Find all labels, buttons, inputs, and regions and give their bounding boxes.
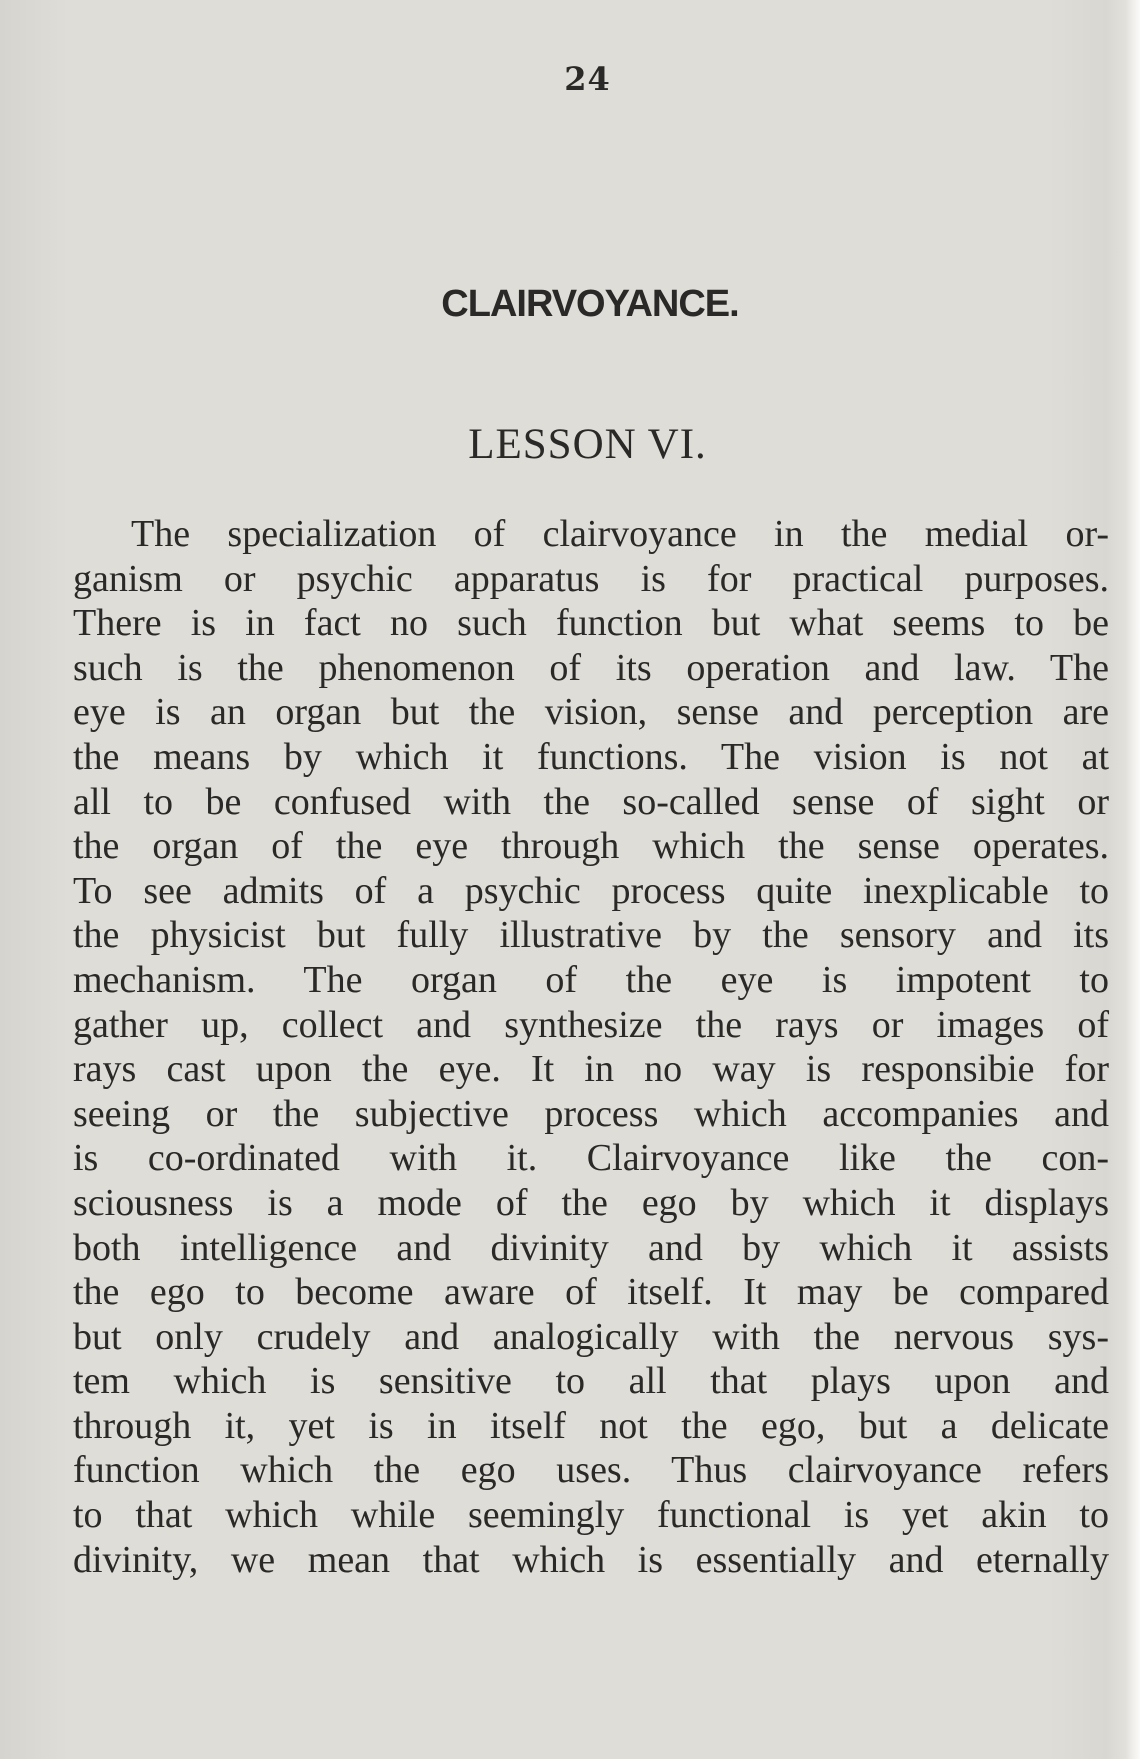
text-line: mechanism. The organ of the eye is impotent to [73,958,1109,1001]
lesson-heading: LESSON VI. [468,421,707,468]
body-paragraph [73,512,1109,1582]
text-line: the ego to become aware of itself. It may be compared [73,1271,1109,1314]
text-line: the organ of the eye through which the sense operates. [73,825,1109,868]
text-line: divinity, we mean that which is essentially and eternally [73,1538,1109,1581]
text-line: There is in fact no such function but what seems to be [73,602,1109,645]
page-edge [1126,0,1140,1759]
text-line: all to be confused with the so-called sense of sight or [73,780,1109,823]
text-line: ganism or psychic apparatus is for practical purposes. [73,557,1109,600]
text-line: both intelligence and divinity and by which it assists [73,1226,1109,1269]
text-line: tem which is sensitive to all that plays upon and [73,1360,1109,1403]
text-line: through it, yet is in itself not the ego, but a delicate [73,1404,1109,1447]
text-line: seeing or the subjective process which accompanies and [73,1092,1109,1135]
text-line: To see admits of a psychic process quite inexplicable to [73,869,1109,912]
chapter-title: CLAIRVOYANCE. [441,283,739,325]
text-line: but only crudely and analogically with the nervous sys- [73,1315,1109,1358]
text-line: the physicist but fully illustrative by the sensory and its [73,914,1109,957]
text-line: is co-ordinated with it. Clairvoyance like the con- [73,1137,1109,1180]
text-line: rays cast upon the eye. It in no way is responsibie for [73,1048,1109,1091]
text-line: sciousness is a mode of the ego by which it displays [73,1181,1109,1224]
text-line: to that which while seemingly functional is yet akin to [73,1494,1109,1537]
text-line: the means by which it functions. The vision is not at [73,735,1109,778]
text-line: gather up, collect and synthesize the rays or images of [73,1003,1109,1046]
page-number: 24 [564,60,611,98]
text-line: The specialization of clairvoyance in the medial or- [131,513,1109,555]
text-line: such is the phenomenon of its operation and law. The [73,646,1109,689]
text-line: eye is an organ but the vision, sense and perception are [73,691,1109,734]
text-line: function which the ego uses. Thus clairvoyance refers [73,1449,1109,1492]
